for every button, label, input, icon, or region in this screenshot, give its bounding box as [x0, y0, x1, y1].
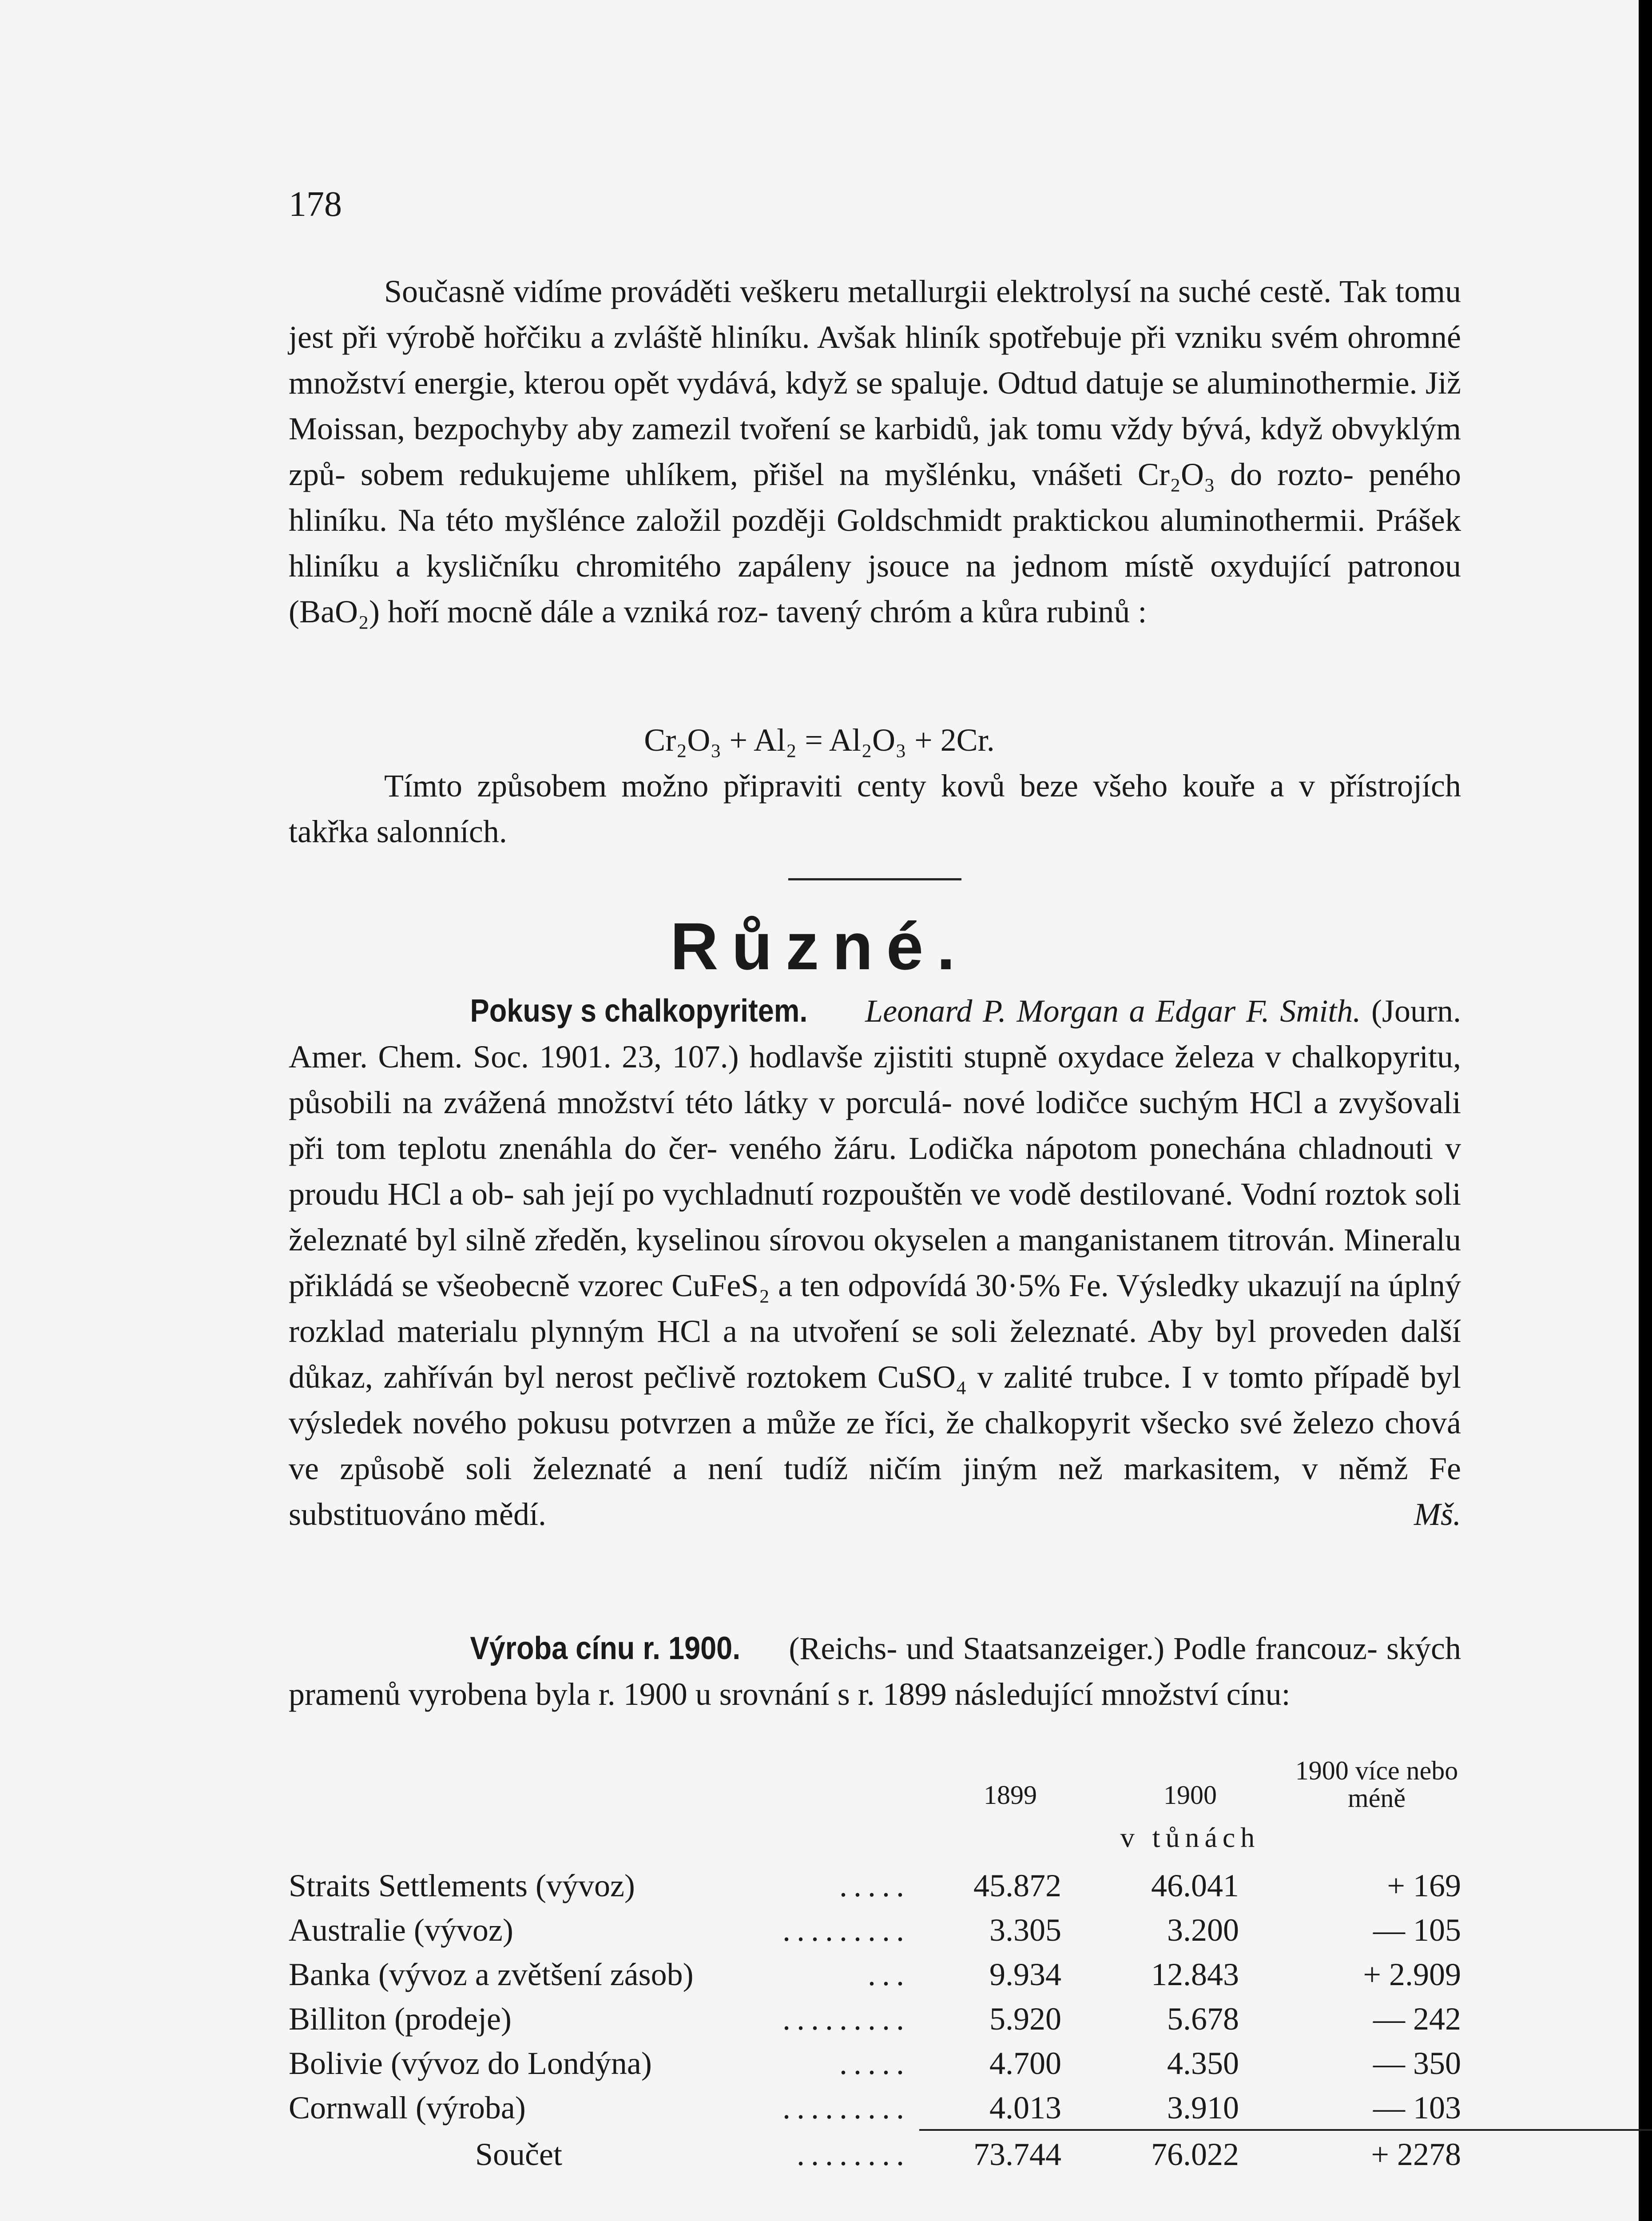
- article-line: své železo chová ve způsobě soli železnaté a není tudíž ničím jiným než: [289, 1405, 1461, 1486]
- article-line: nové lodičce suchým HCl a zvyšovali při tom teplotu znenáhla do čer-: [289, 1085, 1461, 1166]
- intro-line: aby zamezil tvoření se karbidů, jak tomu vždy bývá, když obvyklým způ-: [289, 411, 1461, 492]
- value-1899: 3.305: [989, 1912, 1061, 1948]
- article-chalkopyrit-text: [289, 988, 1461, 1537]
- value-1899: 4.700: [989, 2046, 1061, 2081]
- sum-rule: [919, 2129, 1652, 2131]
- column-header-difference: 1900 více nebo méně: [1295, 1756, 1458, 1813]
- intro-paragraph: [289, 269, 1461, 635]
- intro-line: aluminothermii. Prášek hliníku a kysličníku chromitého zapáleny jsouce na: [289, 502, 1461, 584]
- article-tin-production: [289, 1626, 1461, 1717]
- row-leader-dots: .........: [782, 2001, 910, 2037]
- column-header-1899: 1899: [984, 1780, 1037, 1810]
- table-row: [289, 2041, 1461, 2086]
- section-heading: Různé.: [670, 909, 969, 983]
- row-leader-dots: ...: [868, 1957, 910, 1992]
- value-1900: 46.041: [1151, 1868, 1239, 1903]
- table-row: [289, 1863, 1461, 1908]
- total-label: Součet: [475, 2137, 562, 2172]
- row-leader-dots: .........: [782, 1912, 910, 1948]
- chemical-equation: Cr₂O₃ + Al₂ = Al₂O₃ + 2Cr.: [644, 722, 995, 758]
- article-line: železa v chalkopyritu, působili na zvážená množství této látky v porculá-: [289, 1039, 1461, 1120]
- article-line: množství cínu:: [1101, 1676, 1291, 1712]
- article-line: sah její po vychladnutí rozpouštěn ve vodě destilované. Vodní roztok soli: [522, 1176, 1461, 1212]
- value-diff: — 350: [1373, 2046, 1461, 2081]
- value-diff: + 169: [1387, 1868, 1461, 1903]
- intro-paragraph-text: [289, 269, 1461, 635]
- value-1899: 4.013: [989, 2090, 1061, 2125]
- table-row: [289, 1997, 1461, 2041]
- article-title: Pokusy s chalkopyritem.: [470, 993, 808, 1029]
- intro-line: Současně vidíme prováděti veškeru metallurgii elektrolysí na suché: [384, 274, 1251, 309]
- author-signature: Mš.: [1414, 1497, 1461, 1532]
- value-1900: 12.843: [1151, 1957, 1239, 1992]
- row-name: Banka (vývoz a zvětšení zásob): [289, 1957, 694, 1992]
- value-diff: — 242: [1373, 2001, 1461, 2037]
- row-name: Bolivie (vývoz do Londýna): [289, 2046, 652, 2081]
- intro-line: tavený chróm a kůra rubinů :: [776, 594, 1147, 629]
- table-row: [289, 1952, 1461, 1997]
- article-line: výsledek nového pokusu potvrzen a může ze říci, že chalkopyrit všecko: [289, 1405, 1230, 1441]
- table-row: [289, 1908, 1461, 1952]
- total-1900: 76.022: [1151, 2137, 1239, 2172]
- value-diff: — 105: [1373, 1912, 1461, 1948]
- row-name: Billiton (prodeje): [289, 2001, 512, 2037]
- value-1900: 5.678: [1167, 2001, 1239, 2037]
- intro-line: když se spaluje. Odtud datuje se aluminothermie. Již Moissan, bezpochyby: [289, 365, 1461, 446]
- article-line: ských pramenů vyrobena byla r. 1900 u srovnání s r. 1899 následující: [289, 1631, 1461, 1712]
- intro-line: Tímto způsobem možno připraviti centy kovů beze všeho kouře a: [384, 768, 1284, 804]
- unit-label: v tůnách: [1120, 1822, 1260, 1853]
- total-diff: + 2278: [1371, 2137, 1461, 2172]
- intro-line: peného hliníku. Na této myšlénce založil později Goldschmidt praktickou: [289, 457, 1461, 538]
- intro-paragraph-2: [289, 763, 1461, 855]
- section-divider: [788, 878, 961, 880]
- article-line: veného žáru. Lodička nápotom ponechána chladnouti v proudu HCl a ob-: [289, 1130, 1461, 1212]
- value-1900: 3.200: [1167, 1912, 1239, 1948]
- value-1899: 45.872: [973, 1868, 1061, 1903]
- row-leader-dots: ........: [797, 2137, 910, 2172]
- intro-paragraph-2-text: [289, 763, 1461, 855]
- value-diff: + 2.909: [1363, 1957, 1461, 1992]
- article-line: (Journ. Amer. Chem. Soc. 1901. 23, 107.) hodlavše zjistiti stupně oxydace: [289, 993, 1461, 1075]
- article-chalkopyrit: [289, 988, 1461, 1537]
- value-diff: — 103: [1373, 2090, 1461, 2125]
- value-1899: 5.920: [989, 2001, 1061, 2037]
- value-1900: 4.350: [1167, 2046, 1239, 2081]
- value-1900: 3.910: [1167, 2090, 1239, 2125]
- column-header-1900: 1900: [1164, 1780, 1217, 1810]
- value-1899: 9.934: [989, 1957, 1061, 1992]
- row-name: Cornwall (výroba): [289, 2090, 526, 2125]
- intro-line: spotřebuje při vzniku svém ohromné množství energie, kterou opět vydává,: [289, 319, 1461, 401]
- article-title: Výroba cínu r. 1900.: [470, 1631, 741, 1666]
- intro-line: cestě. Tak tomu jest při výrobě hořčiku a zvláště hliníku. Avšak hliník: [289, 274, 1461, 355]
- intro-line: v přístrojích takřka salonních.: [289, 768, 1461, 849]
- article-line: nerost pečlivě roztokem CuSO₄ v zalité trubce. I v tomto případě byl: [555, 1359, 1461, 1395]
- row-leader-dots: .....: [839, 1868, 910, 1903]
- article-line: 30·5% Fe. Výsledky ukazují na úplný rozklad materialu plynným HCl a: [289, 1268, 1461, 1349]
- row-leader-dots: .....: [839, 2046, 910, 2081]
- row-name: Straits Settlements (vývoz): [289, 1868, 635, 1903]
- article-line: železnaté byl silně zředěn, kyselinou sírovou okyselen a manganistanem: [289, 1222, 1219, 1258]
- intro-line: sobem redukujeme uhlíkem, přišel na myšlénku, vnášeti Cr₂O₃ do rozto-: [360, 457, 1354, 492]
- page-number: 178: [289, 185, 342, 224]
- table-total-row: [289, 2132, 1461, 2177]
- row-leader-dots: .........: [782, 2090, 910, 2125]
- intro-line: jednom místě oxydující patronou (BaO₂) hoří mocně dále a vzniká roz-: [289, 548, 1461, 629]
- total-1899: 73.744: [973, 2137, 1061, 2172]
- article-line: (Reichs- und Staatsanzeiger.) Podle francouz-: [789, 1631, 1378, 1666]
- article-line: titrován. Mineralu přikládá se všeobecně vzorec CuFeS₂ a ten odpovídá: [289, 1222, 1461, 1303]
- article-line: markasitem, v němž Fe substituováno mědí.: [289, 1451, 1461, 1532]
- article-line: na utvoření se soli železnaté. Aby byl proveden další důkaz, zahříván byl: [289, 1313, 1461, 1395]
- article-tin-text: [289, 1626, 1461, 1717]
- article-authors: Leonard P. Morgan a Edgar F. Smith.: [865, 993, 1361, 1029]
- row-name: Australie (vývoz): [289, 1912, 513, 1948]
- table-row: [289, 2086, 1461, 2130]
